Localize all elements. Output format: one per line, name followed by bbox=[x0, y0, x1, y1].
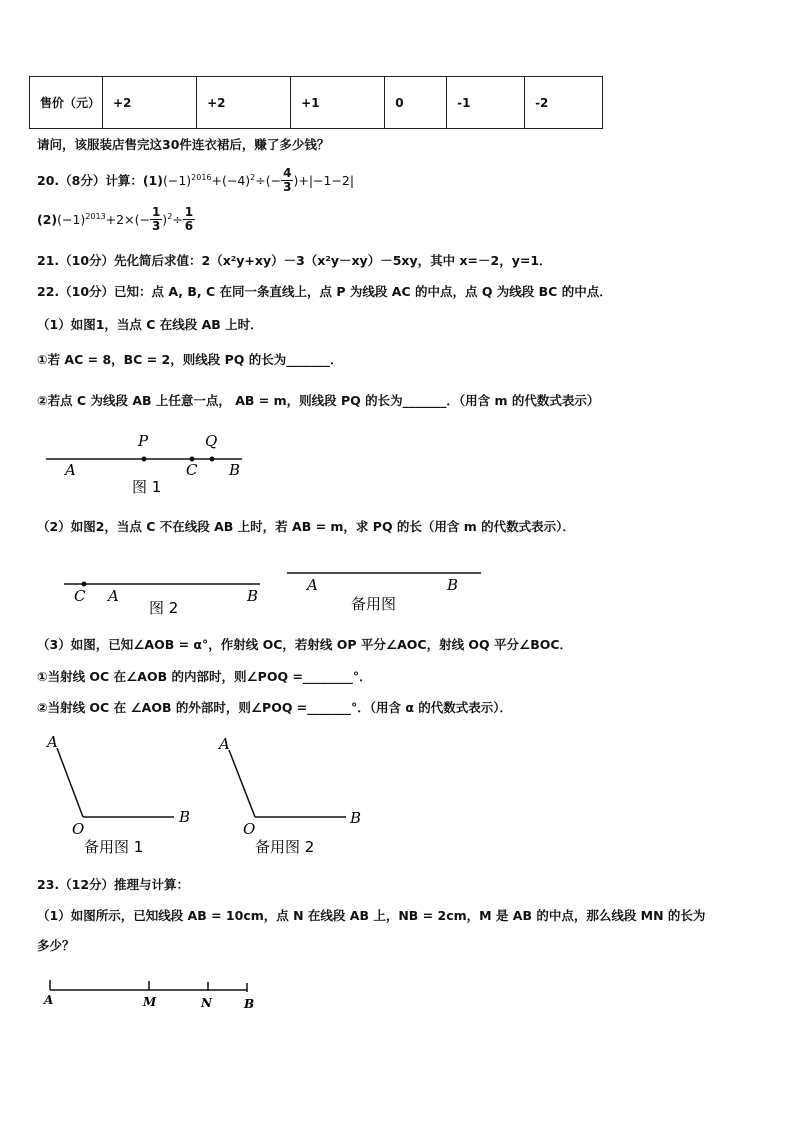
label-b: B bbox=[244, 997, 255, 1011]
fraction-denominator: 3 bbox=[283, 180, 292, 195]
q21-text: 21.（10分）先化简后求值：2（x²y+xy）－3（x²y－xy）－5xy，其中 x=－2，y=1． bbox=[37, 253, 552, 268]
ray-oa bbox=[229, 750, 255, 817]
label-m: M bbox=[143, 995, 157, 1009]
q20-expr2: $(-1)^{2013}$ bbox=[57, 211, 106, 227]
q20-exp4: 2 bbox=[167, 211, 173, 221]
fraction-numerator: 1 bbox=[151, 205, 161, 219]
q20-exp1: 2016 bbox=[191, 172, 212, 182]
q22-part1: （1）如图1，当点 C 在线段 AB 上时． bbox=[37, 317, 263, 332]
label-o: O bbox=[243, 820, 256, 838]
q23-title: 23.（12分）推理与计算： bbox=[37, 877, 190, 892]
q20-label: 20.（8分）计算：(1) bbox=[37, 172, 163, 188]
label-a: A bbox=[108, 587, 119, 605]
label-q: Q bbox=[205, 432, 218, 450]
table-cell: +1 bbox=[291, 77, 385, 129]
point-q-dot bbox=[210, 457, 215, 462]
q20-fraction-2 bbox=[150, 206, 162, 233]
q22-part3a: ①当射线 OC 在∠AOB 的内部时，则∠POQ =________°． bbox=[37, 669, 372, 684]
label-n: N bbox=[201, 996, 212, 1010]
q22-part1b: ②若点 C 为线段 AB 上任意一点， AB = m，则线段 PQ 的长为_______．（用含 m 的代数式表示） bbox=[37, 393, 600, 408]
q20-line1 bbox=[37, 167, 354, 194]
fraction-denominator: 6 bbox=[184, 219, 194, 234]
q20-expr1: $(-1)^{2016}+(-4)^2\div(-$ bbox=[162, 172, 282, 188]
q20-fraction-3 bbox=[183, 206, 195, 233]
point-p-dot bbox=[142, 457, 147, 462]
table-row bbox=[30, 77, 603, 129]
fraction-denominator: 3 bbox=[151, 219, 161, 234]
q20-part2-label: (2) bbox=[37, 211, 58, 227]
q22-part3: （3）如图，已知∠AOB = α°，作射线 OC，若射线 OP 平分∠AOC，射线 OQ 平分∠BOC． bbox=[37, 637, 573, 652]
label-p: P bbox=[138, 432, 149, 450]
q23-part1-line2: 多少？ bbox=[37, 938, 75, 953]
table-cell: +2 bbox=[197, 77, 291, 129]
spare-figure-caption: 备用图 bbox=[351, 595, 397, 613]
label-b: B bbox=[447, 576, 459, 594]
label-a: A bbox=[307, 576, 318, 594]
q20-exp2: 2 bbox=[250, 172, 256, 182]
q20-exp3: 2013 bbox=[85, 211, 106, 221]
label-o: O bbox=[72, 820, 85, 838]
q19-question-tail: 请问，该服装店售完这30件连衣裙后，赚了多少钱？ bbox=[37, 137, 330, 152]
table-cell: -2 bbox=[525, 77, 603, 129]
table-cell: -1 bbox=[447, 77, 525, 129]
q22-part3b: ②当射线 OC 在 ∠AOB 的外部时，则∠POQ =_______°．（用含 α 的代数式表示）． bbox=[37, 700, 513, 715]
q20-fraction-1 bbox=[281, 167, 293, 194]
label-a: A bbox=[65, 461, 76, 479]
label-a: A bbox=[44, 993, 54, 1007]
label-b: B bbox=[247, 587, 259, 605]
angle-figure-2 bbox=[212, 728, 382, 860]
q20-tail1-abs: +|−1−2| bbox=[298, 172, 355, 188]
q22-intro: 22.（10分）已知：点 A, B, C 在同一条直线上，点 P 为线段 AC 的中点，点 Q 为线段 BC 的中点． bbox=[37, 284, 612, 299]
ray-oa bbox=[57, 748, 83, 817]
label-c: C bbox=[74, 587, 86, 605]
angle-figure-2-caption: 备用图 2 bbox=[255, 838, 315, 856]
fraction-numerator: 4 bbox=[283, 166, 292, 180]
label-b: B bbox=[179, 808, 191, 826]
label-c: C bbox=[186, 461, 198, 479]
figure-2-segment bbox=[58, 574, 268, 618]
price-table bbox=[29, 76, 603, 129]
fraction-numerator: 1 bbox=[184, 205, 194, 219]
q20-line2 bbox=[37, 206, 195, 233]
figure-1-caption: 图 1 bbox=[132, 478, 162, 496]
q23-segment-figure bbox=[42, 976, 262, 1018]
angle-figure-1-caption: 备用图 1 bbox=[84, 838, 144, 856]
point-c-dot bbox=[82, 582, 87, 587]
label-b: B bbox=[229, 461, 241, 479]
q20-mid2: +2×(− bbox=[105, 211, 150, 227]
q20-tail1: ) bbox=[293, 172, 299, 188]
q22-part1a: ①若 AC = 8，BC = 2，则线段 PQ 的长为_______． bbox=[37, 352, 343, 367]
table-cell: 0 bbox=[385, 77, 447, 129]
figure-1-segment bbox=[40, 428, 260, 498]
figure-2-caption: 图 2 bbox=[149, 599, 179, 617]
angle-figure-1 bbox=[40, 728, 210, 860]
spare-figure-segment bbox=[283, 566, 488, 616]
label-b: B bbox=[350, 809, 362, 827]
table-cell: +2 bbox=[103, 77, 197, 129]
q23-part1-line1: （1）如图所示，已知线段 AB = 10cm，点 N 在线段 AB 上，NB = 2cm，M 是 AB 的中点，那么线段 MN 的长为 bbox=[37, 908, 706, 923]
label-a: A bbox=[47, 733, 58, 751]
label-a: A bbox=[219, 735, 230, 753]
table-header-cell: 售价（元） bbox=[30, 77, 103, 129]
q22-part2: （2）如图2，当点 C 不在线段 AB 上时，若 AB = m，求 PQ 的长（用含 m 的代数式表示）． bbox=[37, 519, 575, 534]
q20-expr2-tail: )$^2$÷ bbox=[162, 211, 183, 227]
